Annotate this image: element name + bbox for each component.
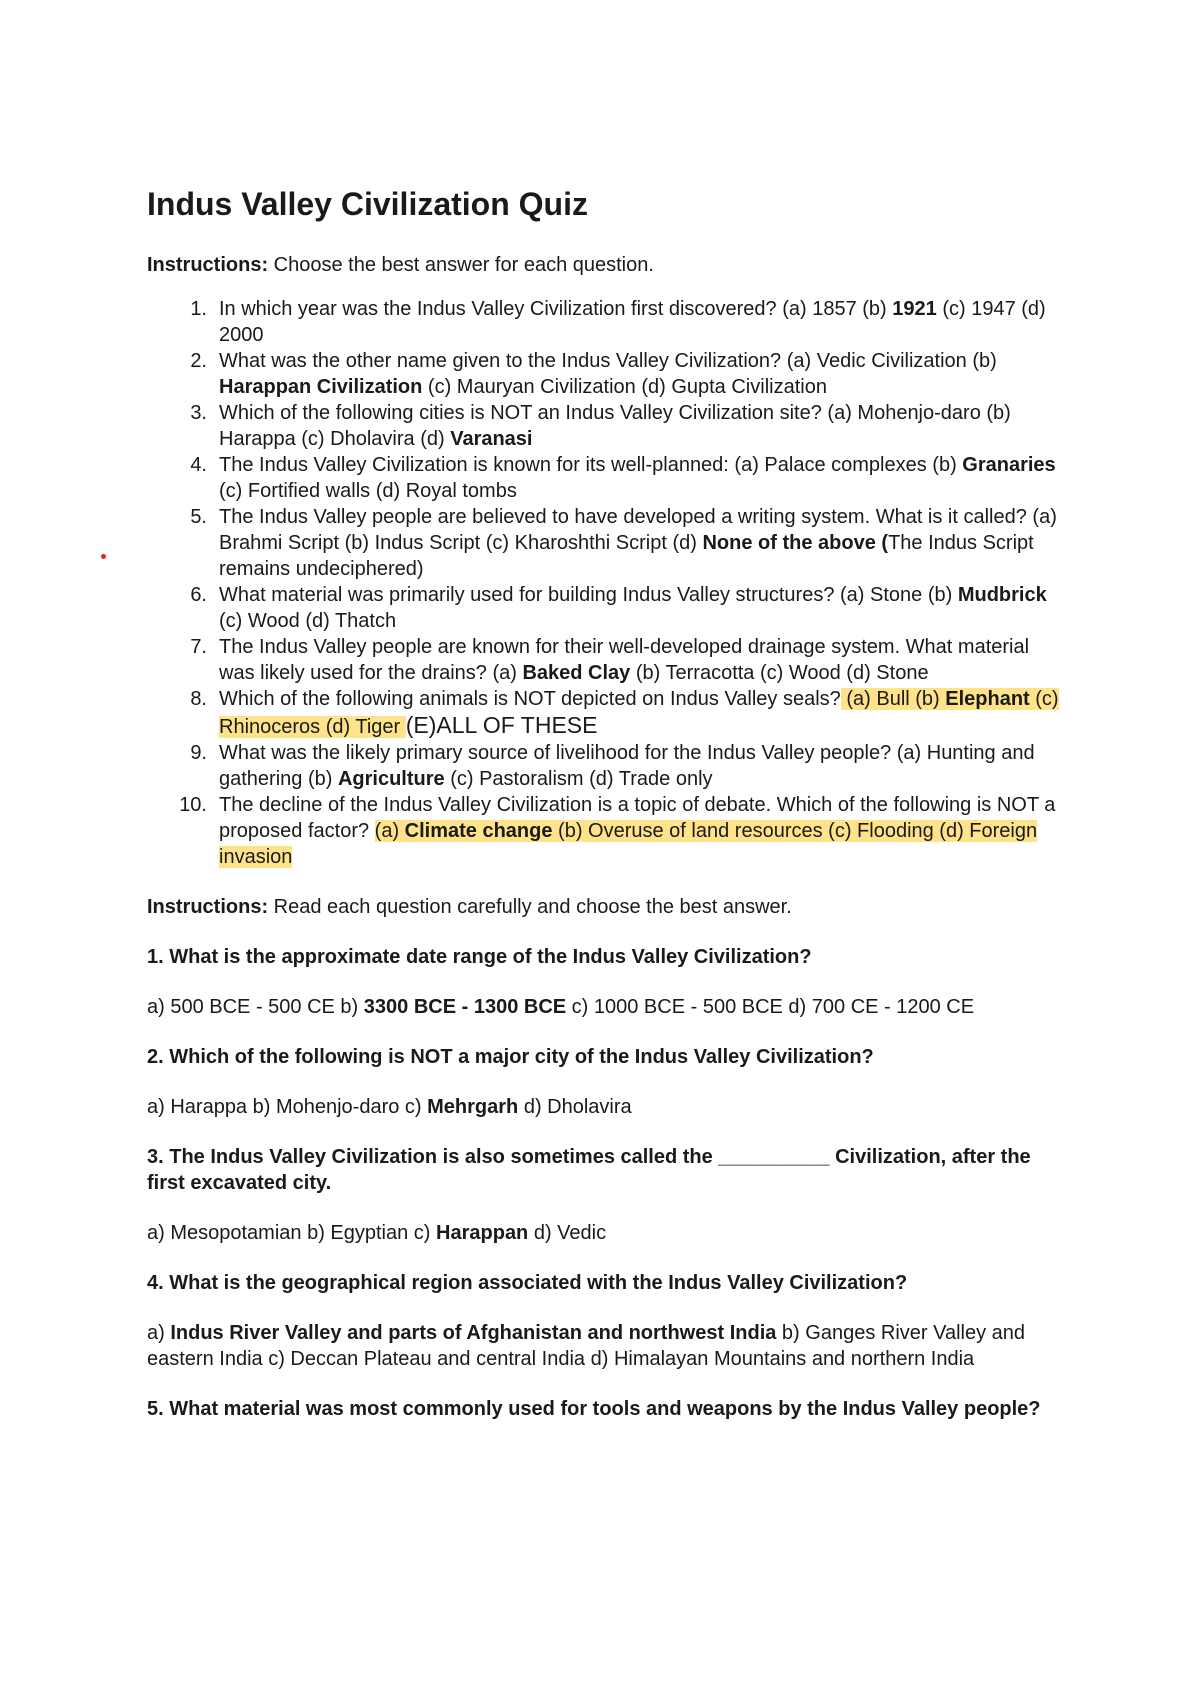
answer-bold: Mudbrick xyxy=(957,584,1047,606)
answer-bold: Harappan Civilization xyxy=(219,376,423,398)
text-run: (b) Terracotta (c) Wood (d) Stone xyxy=(630,662,929,684)
page-title: Indus Valley Civilization Quiz xyxy=(147,186,588,222)
answer-bold: Climate change xyxy=(404,820,553,842)
item-number: 10. xyxy=(179,794,207,816)
answer-bold: Indus River Valley and parts of Afghanistan and northwest India xyxy=(170,1322,777,1344)
question-text xyxy=(147,1144,1067,1196)
text-run: (c) Fortified walls (d) Royal tombs xyxy=(219,480,517,502)
text-run: The Indus Valley Civilization is known for its well-planned: (a) Palace complexes (b) xyxy=(219,454,963,476)
text-run: (a) Bull (b) xyxy=(840,688,946,710)
document-content xyxy=(147,180,1067,1446)
item-number: 5. xyxy=(190,506,207,528)
answer-bold: Harappan xyxy=(436,1222,529,1244)
instructions-label: Instructions: xyxy=(147,254,269,276)
instructions-1 xyxy=(147,252,1067,278)
list-item xyxy=(147,582,1067,634)
section-2 xyxy=(147,894,1067,1422)
list-item xyxy=(147,504,1067,582)
question-list xyxy=(147,296,1067,870)
item-number: 1. xyxy=(190,298,207,320)
text-run: (c) 1947 (d) 2000 xyxy=(219,298,1046,346)
text-run: a) Harappa b) Mohenjo-daro c) xyxy=(147,1096,428,1118)
text-run: (c) Mauryan Civilization (d) Gupta Civilization xyxy=(422,376,827,398)
question-items xyxy=(147,944,1067,1422)
question-text xyxy=(147,1044,1067,1070)
text-run: Which of the following cities is NOT an Indus Valley Civilization site? (a) Mohenjo-daro (b) Harappa (c) Dholavira (d) xyxy=(219,402,1011,450)
answer-bold: 3300 BCE - 1300 BCE xyxy=(363,996,567,1018)
red-dot-mark xyxy=(101,554,106,559)
text-run: (b) Overuse of land resources (c) Flooding (d) Foreign invasion xyxy=(219,820,1038,868)
list-item xyxy=(147,348,1067,400)
item-number: 2. xyxy=(190,350,207,372)
answer-bold: Granaries xyxy=(962,454,1056,476)
item-number: 3. xyxy=(190,402,207,424)
question-bold: 3. The Indus Valley Civilization is also sometimes called the __________ Civilization, after the first excavated city. xyxy=(147,1146,1031,1194)
instructions-label: Instructions: xyxy=(147,896,269,918)
question-text xyxy=(147,944,1067,970)
instructions-text: Choose the best answer for each question. xyxy=(268,254,654,276)
text-run: d) Vedic xyxy=(528,1222,607,1244)
text-run: (c) Pastoralism (d) Trade only xyxy=(444,768,713,790)
list-item xyxy=(147,792,1067,870)
list-item xyxy=(147,296,1067,348)
answer-options xyxy=(147,1320,1067,1372)
question-bold: 4. What is the geographical region associated with the Indus Valley Civilization? xyxy=(147,1272,908,1294)
item-number: 4. xyxy=(190,454,207,476)
answer-bold: Baked Clay xyxy=(522,662,631,684)
text-run: What material was primarily used for building Indus Valley structures? (a) Stone (b) xyxy=(219,584,958,606)
question-text xyxy=(147,1270,1067,1296)
text-run: What was the likely primary source of livelihood for the Indus Valley people? (a) Hunting and gathering (b) xyxy=(219,742,1035,790)
answer-options xyxy=(147,1220,1067,1246)
list-item xyxy=(147,400,1067,452)
text-run: c) 1000 BCE - 500 BCE d) 700 CE - 1200 CE xyxy=(566,996,975,1018)
text-run: a) xyxy=(147,1322,171,1344)
answer-bold: None of the above ( xyxy=(702,532,889,554)
list-item xyxy=(147,686,1067,740)
list-item xyxy=(147,452,1067,504)
text-run: b) Ganges River Valley and eastern India c) Deccan Plateau and central India d) Himalayan Mountains and northern India xyxy=(147,1322,1026,1370)
list-item xyxy=(147,740,1067,792)
text-run: What was the other name given to the Indus Valley Civilization? (a) Vedic Civilization (b) xyxy=(219,350,997,372)
text-run: d) Dholavira xyxy=(518,1096,632,1118)
list-item xyxy=(147,634,1067,686)
question-bold: 1. What is the approximate date range of the Indus Valley Civilization? xyxy=(147,946,812,968)
text-run: The Indus Valley people are believed to have developed a writing system. What is it called? (a) Brahmi Script (b) Indus Script (c) Kharoshthi Script (d) xyxy=(219,506,1057,554)
item-number: 8. xyxy=(190,688,207,710)
item-number: 9. xyxy=(190,742,207,764)
answer-bold: 1921 xyxy=(892,298,937,320)
answer-options xyxy=(147,994,1067,1020)
text-run: (a) xyxy=(374,820,405,842)
text-run: (c) Wood (d) Thatch xyxy=(219,610,397,632)
item-number: 7. xyxy=(190,636,207,658)
answer-bold: Varanasi xyxy=(450,428,533,450)
item-number: 6. xyxy=(190,584,207,606)
text-run: (E)ALL OF THESE xyxy=(405,712,598,738)
text-run: Which of the following animals is NOT depicted on Indus Valley seals? xyxy=(219,688,841,710)
question-text xyxy=(147,1396,1067,1422)
answer-options xyxy=(147,1094,1067,1120)
text-run: (c) Rhinoceros (d) Tiger xyxy=(219,688,1059,738)
answer-bold: Elephant xyxy=(945,688,1030,710)
instructions-2 xyxy=(147,894,1067,920)
text-run: a) Mesopotamian b) Egyptian c) xyxy=(147,1222,437,1244)
text-run: In which year was the Indus Valley Civilization first discovered? (a) 1857 (b) xyxy=(219,298,893,320)
question-bold: 2. Which of the following is NOT a major city of the Indus Valley Civilization? xyxy=(147,1046,874,1068)
text-run: a) 500 BCE - 500 CE b) xyxy=(147,996,364,1018)
answer-bold: Agriculture xyxy=(337,768,445,790)
instructions-text: Read each question carefully and choose the best answer. xyxy=(268,896,792,918)
text-run: The decline of the Indus Valley Civilization is a topic of debate. Which of the following is NOT a proposed factor? xyxy=(219,794,1056,842)
text-run: The Indus Valley people are known for their well-developed drainage system. What material was likely used for the drains? (a) xyxy=(219,636,1030,684)
text-run: The Indus Script remains undeciphered) xyxy=(219,532,1034,580)
answer-bold: Mehrgarh xyxy=(427,1096,519,1118)
question-bold: 5. What material was most commonly used for tools and weapons by the Indus Valley people? xyxy=(147,1398,1041,1420)
